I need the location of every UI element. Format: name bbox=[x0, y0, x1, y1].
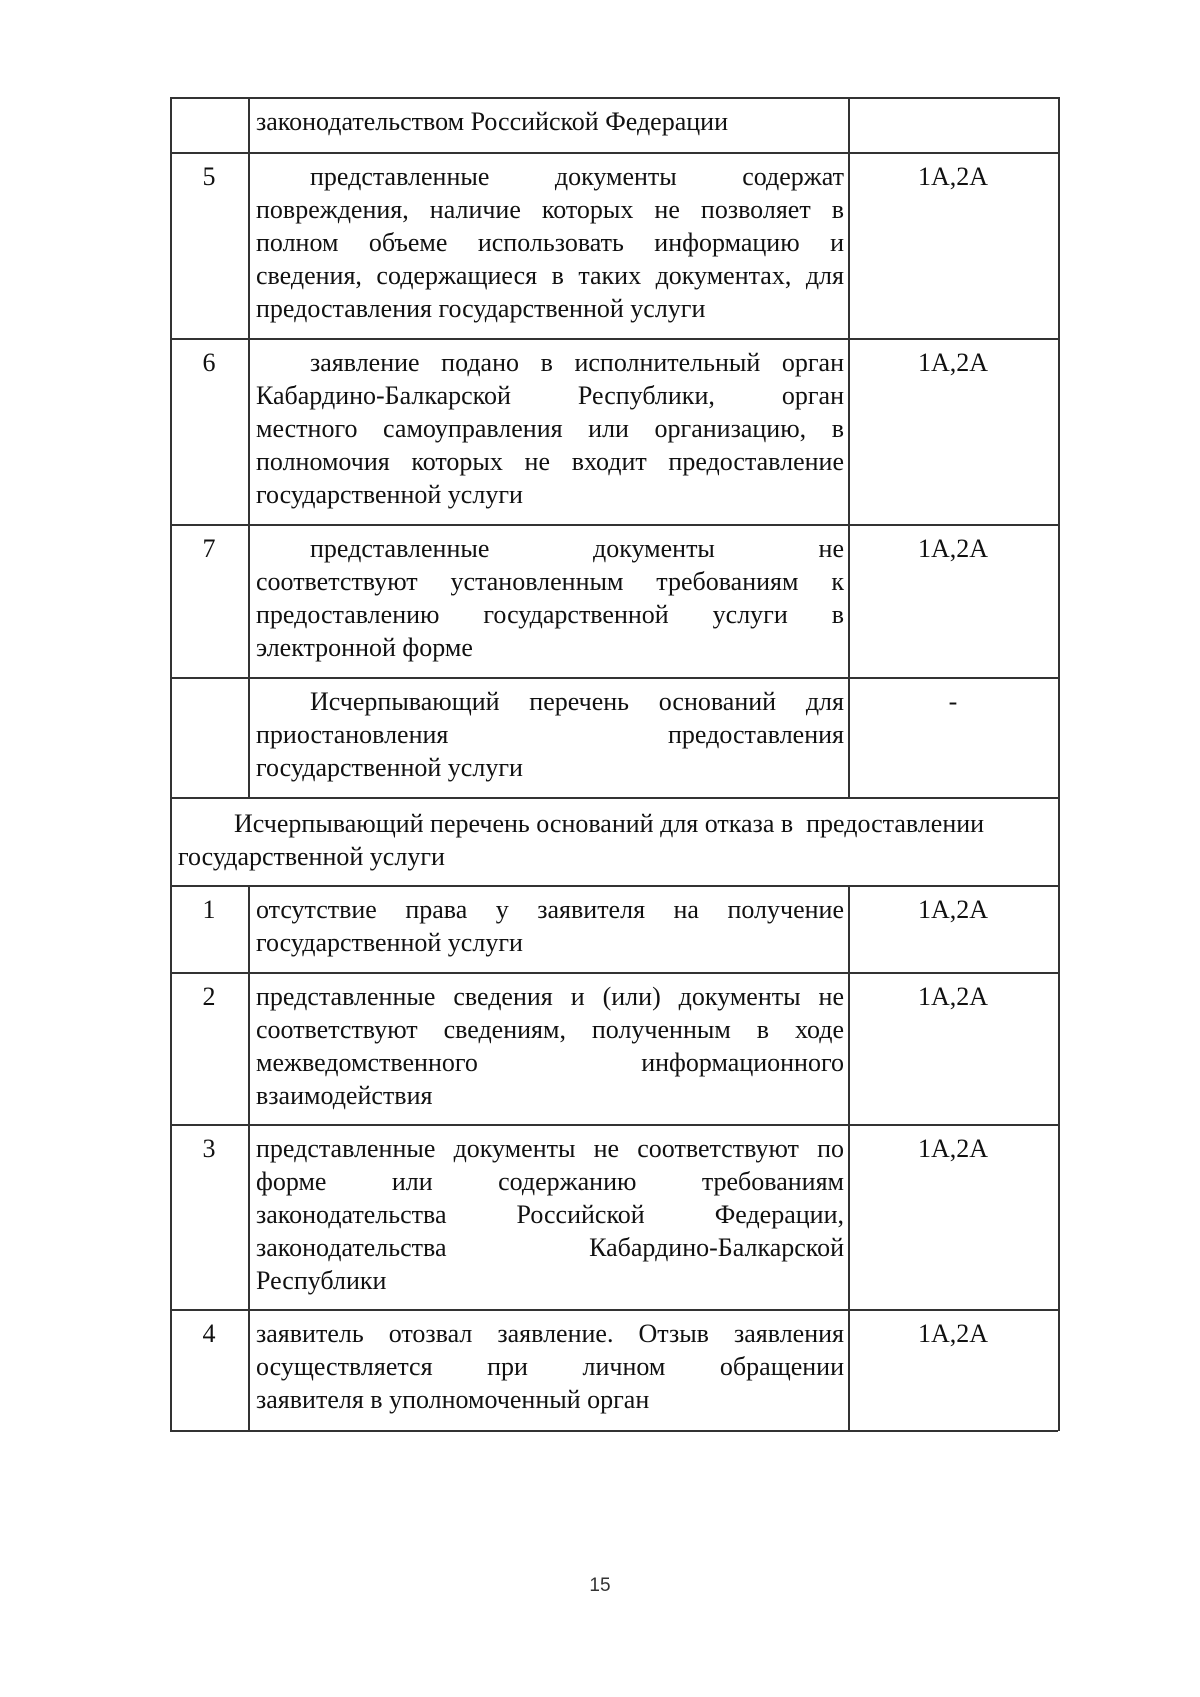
text-line: представленные документы содержат bbox=[310, 162, 844, 191]
table-border bbox=[848, 524, 850, 677]
row-text bbox=[248, 160, 848, 325]
row-number: 5 bbox=[202, 162, 216, 191]
text-line: законодательством Российской Федерации bbox=[256, 107, 728, 136]
text-line: форме или содержанию требованиям bbox=[256, 1167, 844, 1196]
table-border bbox=[170, 972, 1058, 974]
section-header bbox=[170, 807, 1060, 873]
table-border bbox=[848, 1124, 850, 1309]
row-code: 1А,2А bbox=[917, 1134, 989, 1163]
table-border bbox=[170, 524, 1058, 526]
text-line: заявителя в уполномоченный орган bbox=[256, 1385, 650, 1414]
table-border bbox=[170, 797, 1058, 799]
text-line: электронной форме bbox=[256, 633, 473, 662]
row-text bbox=[248, 105, 848, 138]
table-border bbox=[248, 97, 250, 152]
table-border bbox=[248, 524, 250, 677]
table-border bbox=[170, 885, 1058, 887]
text-line: повреждения, наличие которых не позволяет в bbox=[256, 195, 844, 224]
table-border bbox=[248, 1124, 250, 1309]
table-border bbox=[848, 338, 850, 524]
table-border bbox=[848, 97, 850, 152]
row-number: 2 bbox=[202, 982, 216, 1011]
table-border bbox=[848, 885, 850, 972]
table-border bbox=[248, 1309, 250, 1430]
text-line: сведения, содержащиеся в таких документах, для bbox=[256, 261, 844, 290]
row-text bbox=[248, 685, 848, 784]
table-border bbox=[170, 1309, 1058, 1311]
text-line: полномочия которых не входит предоставление bbox=[256, 447, 844, 476]
row-code: 1А,2А bbox=[917, 348, 989, 377]
text-line: государственной услуги bbox=[256, 928, 523, 957]
text-line: представленные документы не bbox=[310, 534, 844, 563]
text-line: межведомственного информационного bbox=[256, 1048, 844, 1077]
row-code: 1А,2А bbox=[917, 982, 989, 1011]
row-number: 1 bbox=[202, 895, 216, 924]
table-border bbox=[1058, 97, 1060, 1431]
text-line: заявление подано в исполнительный орган bbox=[310, 348, 844, 377]
row-code: 1А,2А bbox=[917, 895, 989, 924]
row-code: 1А,2А bbox=[917, 162, 989, 191]
row-code: - bbox=[948, 687, 958, 716]
text-line: законодательства Российской Федерации, bbox=[256, 1200, 844, 1229]
text-line: взаимодействия bbox=[256, 1081, 433, 1110]
row-code: 1А,2А bbox=[917, 1319, 989, 1348]
row-text bbox=[248, 893, 848, 959]
text-line: государственной услуги bbox=[256, 753, 523, 782]
text-line: полном объеме использовать информацию и bbox=[256, 228, 844, 257]
text-line: Кабардино-Балкарской Республики, орган bbox=[256, 381, 844, 410]
table-border bbox=[170, 677, 1058, 679]
text-line: предоставления государственной услуги bbox=[256, 294, 706, 323]
row-text bbox=[248, 1317, 848, 1416]
row-code: 1А,2А bbox=[917, 534, 989, 563]
row-text bbox=[248, 346, 848, 511]
text-line: приостановления предоставления bbox=[256, 720, 844, 749]
table-border bbox=[170, 97, 172, 1430]
section-header-line: Исчерпывающий перечень оснований для отказа в предоставлении bbox=[234, 809, 985, 838]
table-border bbox=[848, 1309, 850, 1430]
row-number: 4 bbox=[202, 1319, 216, 1348]
section-header-line: государственной услуги bbox=[178, 842, 445, 871]
page-number: 15 bbox=[589, 1575, 611, 1596]
text-line: соответствуют сведениям, полученным в ходе bbox=[256, 1015, 844, 1044]
text-line: государственной услуги bbox=[256, 480, 523, 509]
text-line: Исчерпывающий перечень оснований для bbox=[310, 687, 844, 716]
text-line: законодательства Кабардино-Балкарской bbox=[256, 1233, 844, 1262]
table-border bbox=[248, 152, 250, 338]
table-border bbox=[848, 972, 850, 1124]
table-border bbox=[170, 152, 1058, 154]
row-text bbox=[248, 532, 848, 664]
table-border bbox=[170, 1124, 1058, 1126]
table-border bbox=[170, 338, 1058, 340]
text-line: предоставлению государственной услуги в bbox=[256, 600, 844, 629]
table-border bbox=[848, 677, 850, 797]
table-border bbox=[170, 1430, 1058, 1432]
row-number: 3 bbox=[202, 1134, 216, 1163]
table-border bbox=[248, 972, 250, 1124]
text-line: Республики bbox=[256, 1266, 387, 1295]
row-number: 7 bbox=[202, 534, 216, 563]
table-border bbox=[248, 677, 250, 797]
row-text bbox=[248, 1132, 848, 1297]
text-line: представленные документы не соответствуют по bbox=[256, 1134, 844, 1163]
text-line: заявитель отозвал заявление. Отзыв заявления bbox=[256, 1319, 844, 1348]
row-number: 6 bbox=[202, 348, 216, 377]
table-border bbox=[170, 97, 1058, 99]
table-border bbox=[248, 885, 250, 972]
text-line: отсутствие права у заявителя на получение bbox=[256, 895, 844, 924]
table-border bbox=[848, 152, 850, 338]
text-line: местного самоуправления или организацию, в bbox=[256, 414, 844, 443]
table-border bbox=[248, 338, 250, 524]
text-line: соответствуют установленным требованиям к bbox=[256, 567, 844, 596]
text-line: представленные сведения и (или) документы не bbox=[256, 982, 844, 1011]
row-text bbox=[248, 980, 848, 1112]
text-line: осуществляется при личном обращении bbox=[256, 1352, 844, 1381]
